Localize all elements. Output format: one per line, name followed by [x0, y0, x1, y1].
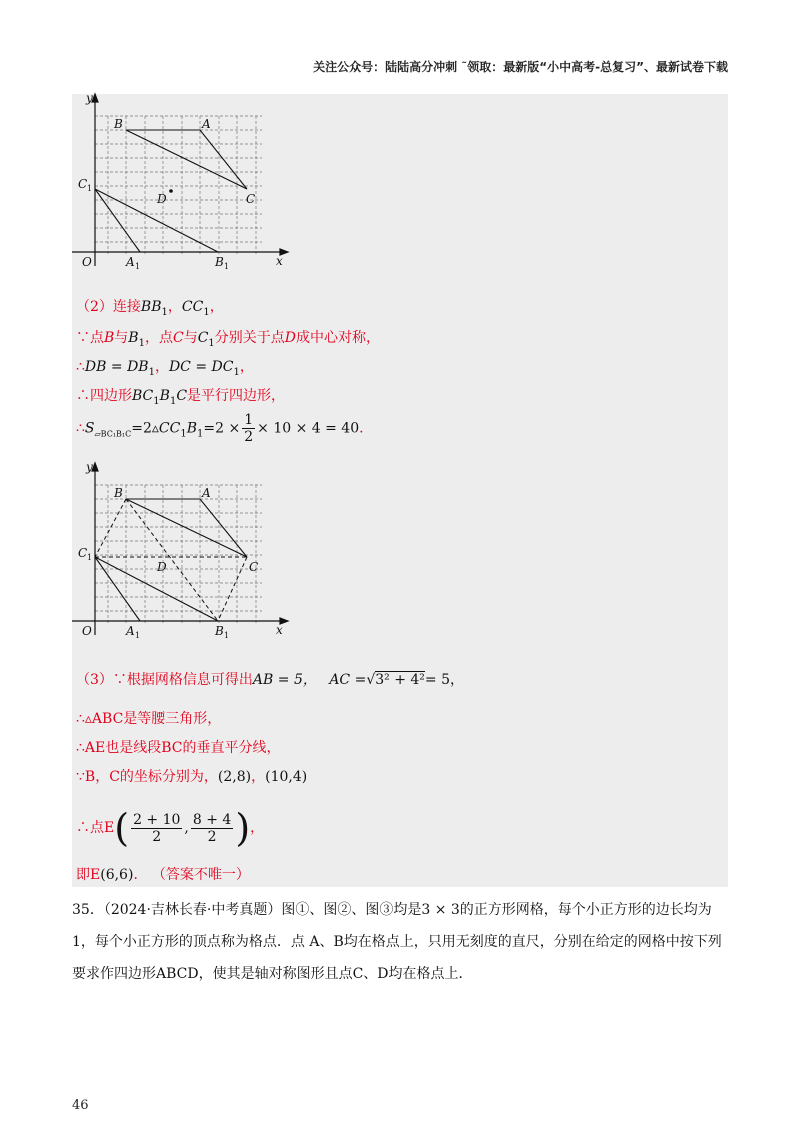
label-y-1: y [86, 91, 93, 105]
solution-line-3-1: （3）∵根据网格信息可得出AB = 5， AC =√3² + 4²= 5， [76, 672, 465, 688]
label-a1-sub-2: 1 [135, 631, 141, 640]
solution-line-2-1: （2）连接$BB_1$，$CC_1$， [76, 299, 224, 318]
grid-2 [95, 485, 262, 625]
figure-lines-2 [95, 499, 247, 621]
label-b1-sub-1: 1 [224, 262, 230, 271]
grid-1 [95, 116, 262, 256]
label-a-2: A [202, 486, 211, 500]
solution-line-3-6: 即E(6,6)． （答案不唯一） [76, 867, 250, 883]
solution-line-3-2: ∴▵ABC是等腰三角形， [76, 711, 222, 727]
label-x-1: x [276, 254, 283, 268]
page-header: 关注公众号：陆陆高分冲刺 ˜领取：最新版“小中高考-总复习”、最新试卷下载 [313, 60, 728, 74]
label-a1-1: A [126, 255, 135, 269]
label-y-2: y [86, 460, 93, 474]
solution-line-2-4: ∴四边形$BC_1B_1C$是平行四边形， [76, 388, 286, 407]
problem-35 [72, 894, 732, 990]
solution-line-3-3: ∴AE也是线段BC的垂直平分线， [76, 740, 281, 756]
solution-line-3-4: ∵B，C的坐标分别为，(2,8)，(10,4) [76, 769, 308, 785]
label-b1-sub-2: 1 [224, 631, 230, 640]
fraction-half: $\frac{1}{2}$ [244, 412, 254, 445]
label-a-1: A [202, 117, 211, 131]
label-d-2: D [157, 560, 167, 574]
fraction-y: $\frac{8 + 4}{2}$ [192, 811, 232, 845]
label-a1-sub-1: 1 [135, 262, 141, 271]
label-b-2: B [114, 486, 123, 500]
label-b1-1: B [215, 255, 224, 269]
label-b-1: B [114, 117, 123, 131]
label-c1-1: C [78, 177, 88, 191]
label-c1-2: C [78, 546, 88, 560]
solution-line-2-3: ∴DB = $DB_1$，DC = $DC_1$， [76, 359, 254, 378]
axes-1 [72, 94, 288, 266]
problem-line-3: 要求作四边形ABCD，使其是轴对称图形且点C、D均在格点上． [72, 966, 473, 982]
fraction-x: $\frac{2 + 10}{2}$ [133, 811, 181, 845]
label-d-1: D [157, 192, 167, 206]
problem-line-2: 1，每个小正方形的顶点称为格点．点 A、B均在格点上，只用无刻度的直尺，分别在给定的网格中按下列 [72, 934, 722, 950]
problem-line-1: 35．（2024·吉林长春·中考真题）图①、图②、图③均是3 × 3的正方形网格，每个小正方形的边长均为 [72, 902, 712, 918]
axes-2 [72, 463, 288, 635]
solution-line-2-2: ∵点B与$B_1$，点C与$C_1$分别关于点D成中心对称， [76, 330, 381, 349]
label-c1-sub-1: 1 [87, 184, 93, 193]
page-number: 46 [72, 1098, 89, 1113]
solution-line-3-5: ∴点E( $\frac{2 + 10}{2}$ , $\frac{8 + 4}{2}$ )， [76, 806, 265, 850]
label-b1-2: B [215, 624, 224, 638]
label-c1-sub-2: 1 [87, 553, 93, 562]
point-d-1 [169, 189, 173, 193]
solution-line-2-5: $\therefore S_{▱BC_1B_1C}=2▵CC_1B_1=2$ × $\frac{1}{2}$ × 10 × 4 = 40. [76, 412, 364, 445]
label-o-1: O [82, 255, 92, 269]
label-c-2: C [249, 560, 259, 574]
label-o-2: O [82, 624, 92, 638]
label-x-2: x [276, 623, 283, 637]
label-a1-2: A [126, 624, 135, 638]
label-c-1: C [246, 192, 256, 206]
dashed-lines-2 [95, 499, 247, 621]
solution-box [72, 91, 728, 887]
coordinate-graph-2 [72, 459, 302, 639]
coordinate-graph-1 [72, 91, 302, 274]
